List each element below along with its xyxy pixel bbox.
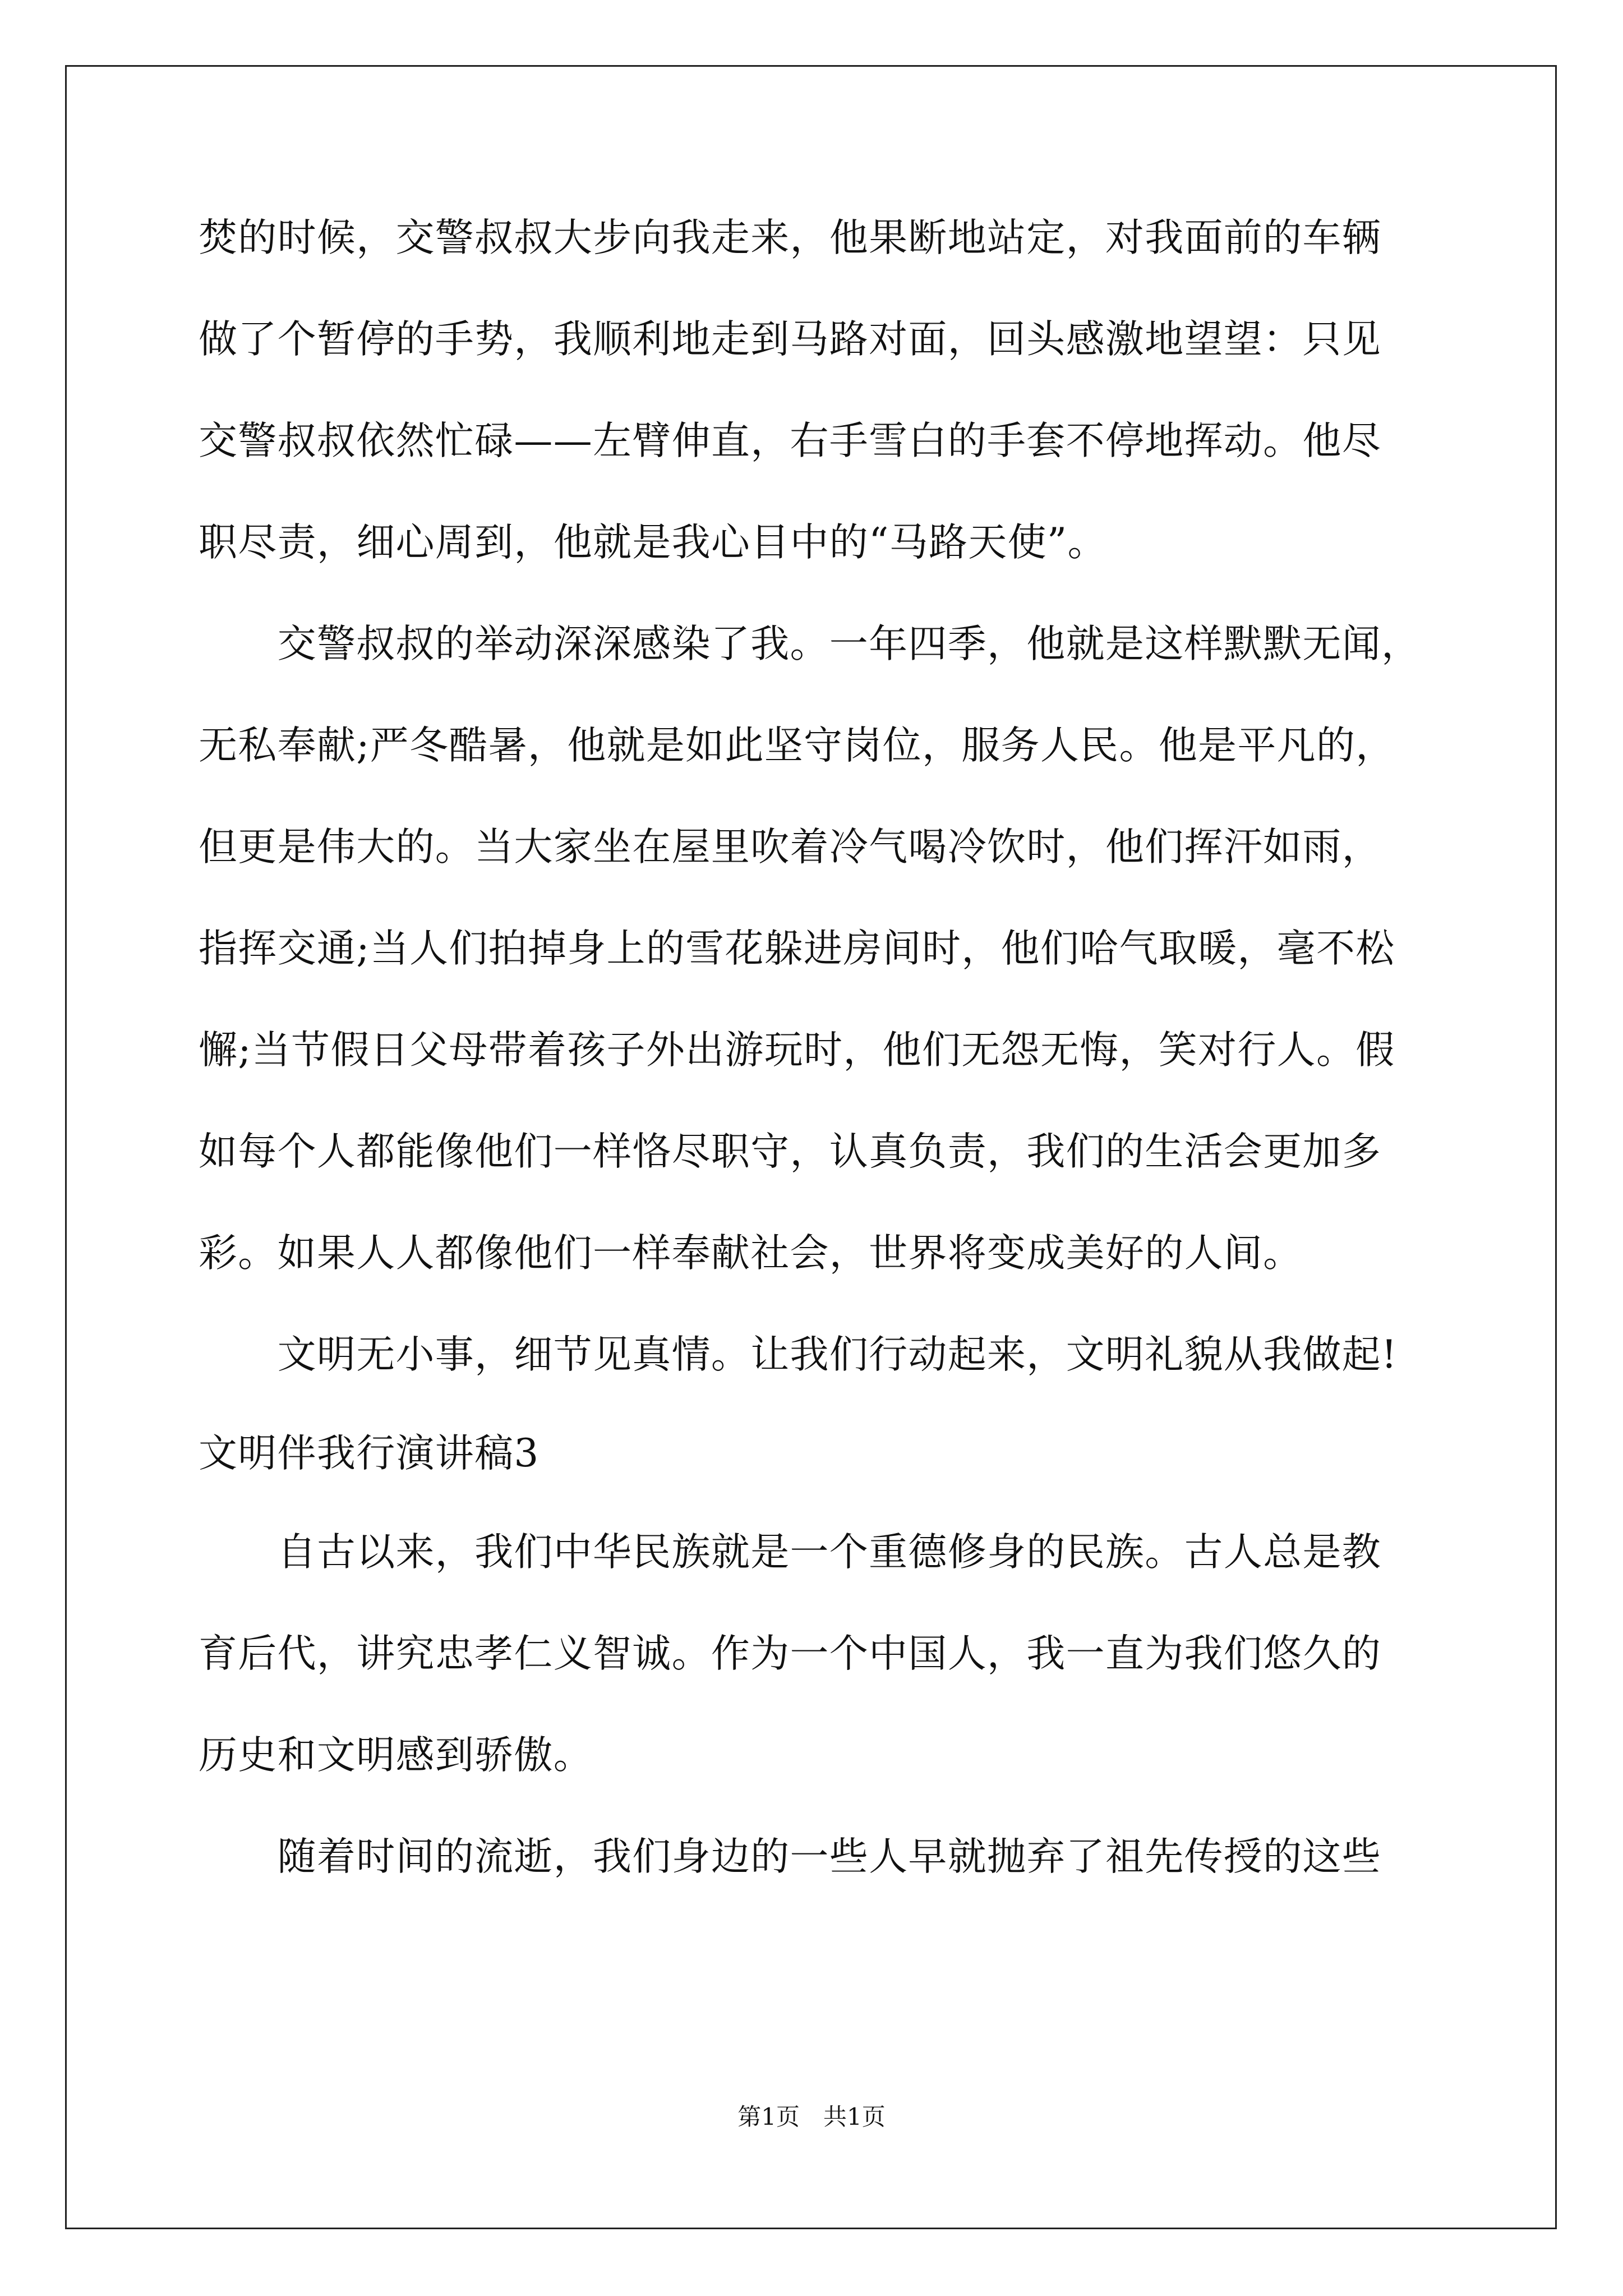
text-line-8: 指挥交通;当人们拍掉身上的雪花躲进房间时，他们哈气取暖，毫不松 bbox=[199, 926, 1395, 971]
text-line-14: 育后代，讲究忠孝仁义智诚。作为一个中国人，我一直为我们悠久的 bbox=[199, 1631, 1381, 1676]
text-line-4: 职尽责，细心周到，他就是我心目中的“马路天使”。 bbox=[199, 520, 1107, 565]
text-line-13: 自古以来，我们中华民族就是一个重德修身的民族。古人总是教 bbox=[199, 1530, 1381, 1575]
section-heading: 文明伴我行演讲稿3 bbox=[199, 1431, 540, 1476]
text-line-6: 无私奉献;严冬酷暑，他就是如此坚守岗位，服务人民。他是平凡的， bbox=[199, 723, 1395, 768]
text-line-16: 随着时间的流逝，我们身边的一些人早就抛弃了祖先传授的这些 bbox=[199, 1834, 1381, 1879]
text-line-3: 交警叔叔依然忙碌——左臂伸直，右手雪白的手套不停地挥动。他尽 bbox=[199, 418, 1381, 463]
text-line-15: 历史和文明感到骄傲。 bbox=[199, 1733, 593, 1778]
text-line-5: 交警叔叔的举动深深感染了我。一年四季，他就是这样默默无闻， bbox=[199, 622, 1421, 666]
text-line-12: 文明无小事，细节见真情。让我们行动起来，文明礼貌从我做起! bbox=[199, 1332, 1398, 1377]
text-line-1: 焚的时候，交警叔叔大步向我走来，他果断地站定，对我面前的车辆 bbox=[199, 215, 1381, 260]
page-footer: 第1页 共1页 bbox=[737, 2103, 886, 2131]
text-line-7: 但更是伟大的。当大家坐在屋里吹着冷气喝冷饮时，他们挥汗如雨， bbox=[199, 825, 1381, 869]
document-body bbox=[199, 215, 1427, 1939]
text-line-9: 懈;当节假日父母带着孩子外出游玩时，他们无怨无悔，笑对行人。假 bbox=[199, 1028, 1395, 1073]
text-line-11: 彩。如果人人都像他们一样奉献社会，世界将变成美好的人间。 bbox=[199, 1231, 1303, 1276]
text-line-2: 做了个暂停的手势，我顺利地走到马路对面，回头感激地望望：只见 bbox=[199, 317, 1381, 362]
text-line-10: 如每个人都能像他们一样恪尽职守，认真负责，我们的生活会更加多 bbox=[199, 1129, 1381, 1174]
